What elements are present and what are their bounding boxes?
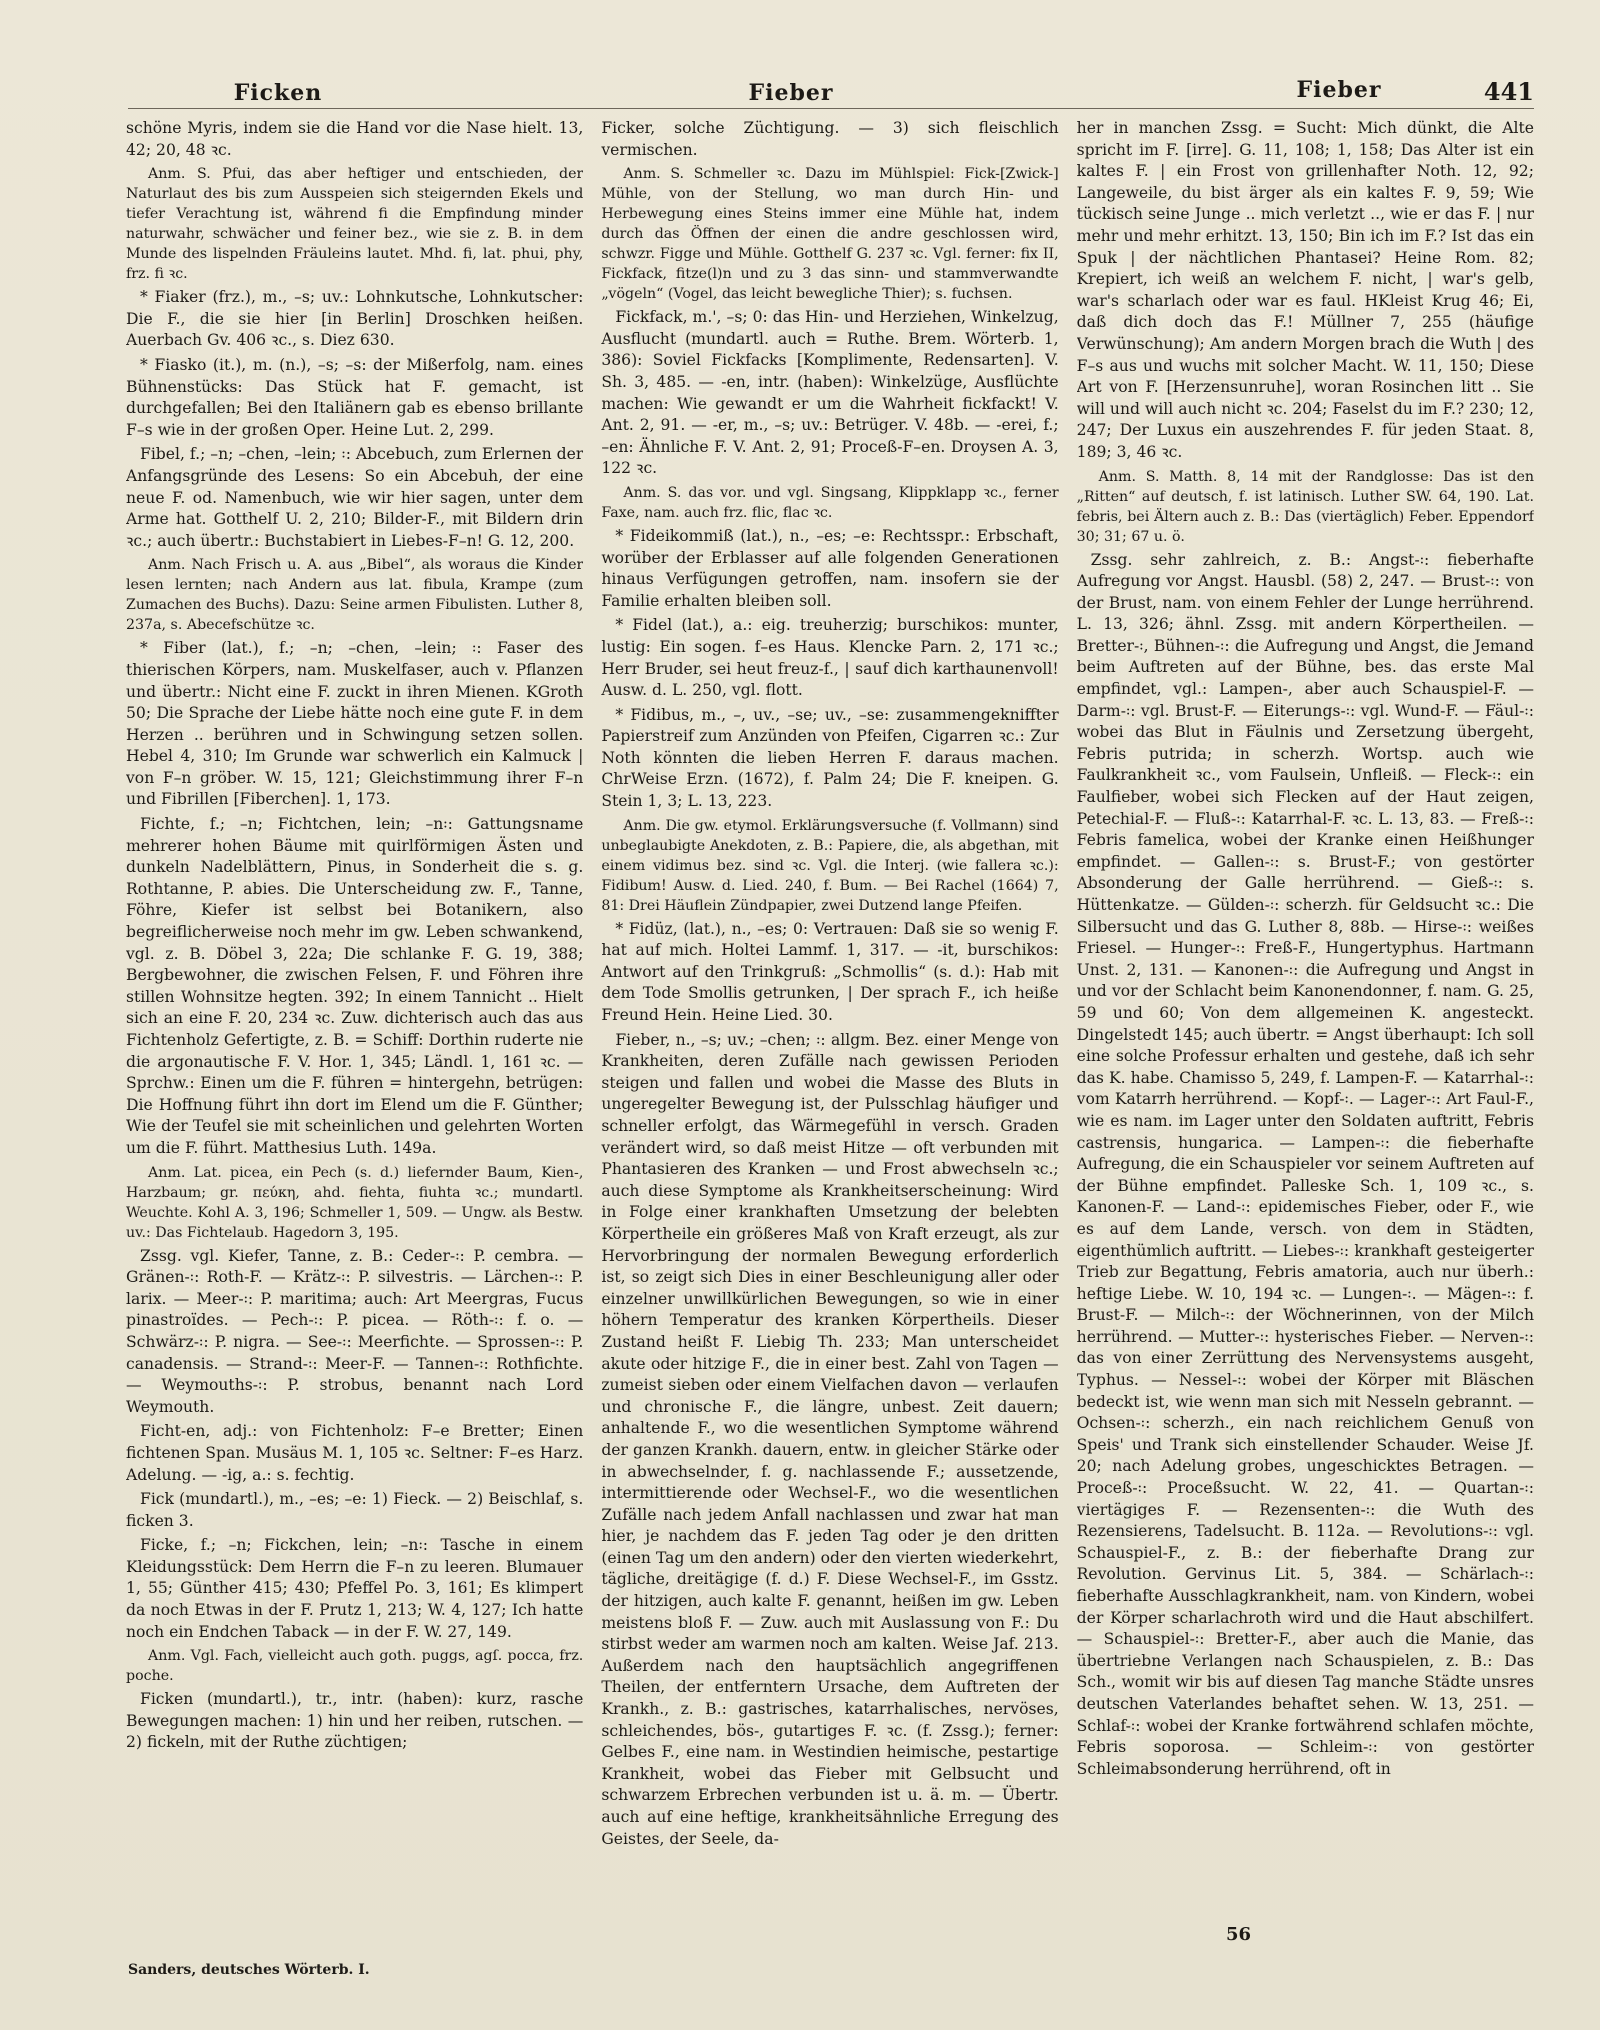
header-left-guideword: Ficken bbox=[233, 80, 323, 106]
dictionary-entry: Zssg. sehr zahlreich, z. B.: Angst-꞉: fieberhafte Aufregung vor Angst. Hausbl. (58) 2, 247. — Brust-꞉: von der Brust, nam. von einem Fehler der Lunge herrührend. L. 13, 326; ähnl. Zssg. mit andern Körpertheilen. — Bretter-꞉, Bühnen-꞉: die Aufregung und Angst, die Jemand beim Auftreten auf der Bühne, bes. das erste Mal empfindet, vgl.: Lampen-, aber auch Schauspiel-F. — Darm-꞉: vgl. Brust-F. — Eiterungs-꞉: vgl. Wund-F. — Fäul-꞉: wobei das Blut in Fäulnis und Zersetzung übergeht, Febris putrida; in scherzh. Wortsp. auch wie Faulkrankheit ꝛc., vom Faulsein, Unfleiß. — Fleck-꞉: ein Faulfieber, wobei sich Flecken auf der Haut zeigen, Petechial-F. — Fluß-꞉: Katarrhal-F. ꝛc. L. 13, 83. — Freß-꞉: Febris famelica, wobei der Kranke einen Heißhunger empfindet. — Gallen-꞉: s. Brust-F.; von gestörter Absonderung der Galle herrührend. — Gieß-꞉: s. Hüttenkatze. — Gülden-꞉: scherzh. für Geldsucht ꝛc.: Die Silbersucht und das G. Luther 8, 88b. — Hirse-꞉: weißes Friesel. — Hunger-꞉: Freß-F., Hungertyphus. Hartmann Unst. 2, 131. — Kanonen-꞉: die Aufregung und Angst in und vor der Schlacht beim Kanonendonner, f. nam. G. 25, 59 und 60; Von dem allgemeinen K. angesteckt. Dingelstedt 145; auch übertr. = Angst überhaupt: Ich soll eine solche Professur erhalten und gestehe, daß ich sehr das K. habe. Chamisso 5, 249, f. Lampen-F. — Katarrhal-꞉: vom Katarrh herrührend. — Kopf-꞉. — Lager-꞉: Art Faul-F., wie es nam. im Lager unter den Soldaten auftritt, Febris castrensis, hungarica. — Lampen-꞉: die fieberhafte Aufregung, die ein Schauspieler vor seinem Auftreten auf der Bühne empfindet. Palleske Sch. 1, 109 ꝛc., s. Kanonen-F. — Land-꞉: epidemisches Fieber, oder F., wie es auf dem Lande, versch. von dem in Städten, eigenthümlich auftritt. — Liebes-꞉: krankhaft gesteigerter Trieb zur Begattung, Febris amatoria, auch nur überh.: heftige Liebe. W. 10, 194 ꝛc. — Lungen-꞉. — Mägen-꞉: f. Brust-F. — Milch-꞉: der Wöchnerinnen, von der Milch herrührend. — Mutter-꞉: hysterisches Fieber. — Nerven-꞉: das von einer Zerrüttung des Nervensystems ausgeht, Typhus. — Nessel-꞉: wobei der Körper mit Bläschen bedeckt ist, wie wenn man sich mit Nesseln gebrannt. — Ochsen-꞉: scherzh., ein nach reichlichem Genuß von Speis' und Trank sich einstellender Schauder. Weise Jf. 20; nach Adelung grobes, ungeschicktes Betragen. — Proceß-꞉: Proceßsucht. W. 22, 41. — Quartan-꞉: viertägiges F. — Rezensenten-꞉: die Wuth des Rezensierens, Tadelsucht. B. 112a. — Revolutions-꞉: vgl. Schauspiel-F., z. B.: der fieberhafte Drang zur Revolution. Gervinus Lit. 5, 384. — Schärlach-꞉: fieberhafte Ausschlagkrankheit, nam. von Kindern, wobei der Körper scharlachroth wird und die Haut abschilfert. — Schauspiel-꞉: Bretter-F., aber auch die Manie, das übertriebne Verlangen nach Schauspielen, z. B.: Das Sch., womit wir bis auf diesen Tag manche Städte unsres deutschen Vaterlandes behaftet sehen. W. 13, 251. — Schlaf-꞉: wobei der Kranke fortwährend schlafen möchte, Febris soporosa. — Schleim-꞉: von gestörter Schleimabsonderung herrührend, oft in bbox=[1076, 550, 1534, 1778]
dictionary-entry: * Fidel (lat.), a.: eig. treuherzig; burschikos: munter, lustig: Ein sogen. f–es Haus. Klencke Parn. 2, 171 ꝛc.; Herr Bruder, sei heut freuz-f., | sauf dich karthaunenvoll! Ausw. d. L. 250, vgl. flott. bbox=[601, 616, 1059, 700]
annotation-paragraph: Anm. S. das vor. und vgl. Singsang, Klippklapp ꝛc., ferner Faxe, nam. auch frz. flic, flac ꝛc. bbox=[601, 484, 1059, 521]
dictionary-entry: Ficht-en, adj.: von Fichtenholz: F–e Bretter; Einen fichtenen Span. Musäus M. 1, 105 ꝛc. Seltner: F–es Harz. Adelung. — -ig, a.: s. fechtig. bbox=[126, 1422, 584, 1484]
annotation-paragraph: Anm. S. Pfui, das aber heftiger und entschieden, der Naturlaut des bis zum Ausspeien sich steigernden Ekels und tiefer Verachtung ist, während fi die Empfindung minder naturwahr, schwächer und feiner bez., wie sie z. B. in dem Munde des lispelnden Fräuleins lautet. Mhd. fi, lat. phui, phy, frz. fi ꝛc. bbox=[126, 166, 584, 283]
continued-paragraph: schöne Myris, indem sie die Hand vor die Nase hielt. 13, 42; 20, 48 ꝛc. bbox=[126, 119, 584, 159]
annotation-paragraph: Anm. Nach Frisch u. A. aus „Bibel“, als woraus die Kinder lesen lernten; nach Andern aus lat. fibula, Krampe (zum Zumachen des Buchs). Dazu: Seine armen Fibulisten. Luther 8, 237a, s. Abecefschütze ꝛc. bbox=[126, 557, 584, 634]
dictionary-entry: * Fidüz, (lat.), n., –es; 0: Vertrauen: Daß sie so wenig F. hat auf mich. Holtei Lammf. 1, 317. — -it, burschikos: Antwort auf den Trinkgruß: „Schmollis“ (s. d.): Hab mit dem Tode Smollis getrunken, | Der sprach F., ich heiße Freund Hein. Heine Lied. 30. bbox=[601, 919, 1059, 1025]
continued-paragraph: Ficker, solche Züchtigung. — 3) sich fleischlich vermischen. bbox=[601, 119, 1059, 159]
dictionary-entry: * Fiber (lat.), f.; –n; –chen, –lein; ꞉: Faser des thierischen Körpers, nam. Muskelfaser, auch v. Pflanzen und übertr.: Nicht eine F. zuckt in ihren Mienen. KGroth 50; Die Sprache der Liebe hätte noch eine gute F. in dem Herzen .. berühren und in Schwingung setzen sollen. Hebel 4, 310; Im Grunde war schwerlich ein Kalmuck | von F–n gröber. W. 15, 121; Gleichstimmung ihrer F–n und Fibrillen [Fiberchen]. 1, 173. bbox=[126, 639, 584, 809]
header-right-guideword: Fieber bbox=[1296, 77, 1382, 103]
running-header bbox=[128, 66, 1534, 106]
header-middle-guideword: Fieber bbox=[748, 80, 834, 106]
dictionary-entry: Fichte, f.; –n; Fichtchen, lein; –n꞉: Gattungsname mehrerer hohen Bäume mit quirlförmigen Ästen und dunkeln Nadelblättern, Pinus, in Sonderheit die s. g. Rothtanne, P. abies. Die Unterscheidung zw. F., Tanne, Föhre, Kiefer ist selbst bei Botanikern, also begreiflicherweise noch mehr im gw. Leben schwankend, vgl. z. B. Döbel 3, 22a; Die schlanke F. G. 19, 388; Bergbewohner, die zwischen Felsen, F. und Föhren ihre stillen Wohnsitze hegten. 392; In einem Tannicht .. Hielt sich an eine F. 20, 234 ꝛc. Zuw. dichterisch auch das aus Fichtenholz Gefertigte, z. B. = Schiff: Dorthin ruderte nie die argonautische F. V. Hor. 1, 345; Ländl. 1, 161 ꝛc. — Sprchw.: Einen um die F. führen = hintergehn, betrügen: Die Hoffnung führt ihn dort im Elend um die F. Günther; Wie der Teufel sie mit scheinlichen und gelehrten Worten um die F. führt. Matthesius Luth. 149a. bbox=[126, 815, 584, 1157]
dictionary-entry: Ficken (mundartl.), tr., intr. (haben): kurz, rasche Bewegungen machen: 1) hin und her reiben, rutschen. — 2) fickeln, mit der Ruthe züchtigen; bbox=[126, 1690, 584, 1752]
continued-paragraph: her in manchen Zssg. = Sucht: Mich dünkt, die Alte spricht im F. [irre]. G. 11, 108; 1, 158; Das Alter ist ein kaltes F. | ein Frost von grillenhafter Noth. 12, 92; Langeweile, du bist ärger als ein kaltes F. 9, 59; Wie tückisch seine Junge .. mich verletzt .., wie er das F. | nur mehr und mehr erhitzt. 13, 150; Bin ich im F.? Ist das ein Spuk | der nächtlichen Phantasei? Heine Rom. 82; Krepiert, ich weiß an welchem F. nicht, | war's gelb, war's scharlach oder war es faul. HKleist Krug 46; Ei, daß dich doch das F.! Müllner 7, 255 (häufige Verwünschung); Am andern Morgen brach die Wuth | des F–s aus und wuchs mit solcher Macht. W. 11, 150; Diese Art von F. [Herzensunruhe], woran Rosinchen litt .. Sie will und will auch nicht ꝛc. 204; Faselst du im F.? 230; 12, 247; Der Luxus ein auszehrendes F. für jeden Staat. 8, 189; 3, 46 ꝛc. bbox=[1076, 119, 1534, 461]
column-middle bbox=[601, 118, 1058, 1934]
dictionary-entry: Fick (mundartl.), m., –es; –e: 1) Fieck. — 2) Beischlaf, s. ficken 3. bbox=[126, 1490, 584, 1530]
dictionary-entry: Ficke, f.; –n; Fickchen, lein; –n꞉: Tasche in einem Kleidungsstück: Dem Herrn die F–n zu leeren. Blumauer 1, 55; Günther 415; 430; Pfeffel Po. 3, 161; Es klimpert da noch Etwas in der F. Prutz 1, 213; W. 4, 127; Ich hatte noch ein Endchen Taback — in der F. W. 27, 149. bbox=[126, 1536, 584, 1641]
dictionary-entry: * Fideikommiß (lat.), n., –es; –e: Rechtsspr.: Erbschaft, worüber der Erblasser auf alle folgenden Generationen hinaus Verfügungen getroffen, nam. insofern sie der Familie erhalten bleiben soll. bbox=[601, 526, 1059, 610]
dictionary-entry: Fickfack, m.', –s; 0: das Hin- und Herziehen, Winkelzug, Ausflucht (mundartl. auch = Ruthe. Brem. Wörterb. 1, 386): Soviel Fickfacks [Komplimente, Redensarten]. V. Sh. 3, 485. — -en, intr. (haben): Winkelzüge, Ausflüchte machen: Wie gewandt er um die Wahrheit fickfackt! V. Ant. 2, 91. — -er, m., –s; uv.: Betrüger. V. 48b. — -erei, f.; –en: Ähnliche F. V. Ant. 2, 91; Proceß-F–en. Droysen A. 3, 122 ꝛc. bbox=[601, 308, 1059, 478]
dictionary-entry: Fibel, f.; –n; –chen, –lein; ꞉: Abcebuch, zum Erlernen der Anfangsgründe des Lesens: So ein Abcebuh, der eine neue F. od. Namenbuch, wie wir hier sagen, unter dem Arme hat. Gotthelf U. 2, 210; Bilder-F., mit Bildern drin ꝛc.; auch übertr.: Buchstabiert in Liebes-F–n! G. 12, 200. bbox=[126, 445, 584, 550]
header-right-group bbox=[1154, 77, 1534, 106]
printer-signature: Sanders, deutsches Wörterb. I. bbox=[128, 1962, 370, 1978]
annotation-paragraph: Anm. S. Schmeller ꝛc. Dazu im Mühlspiel: Fick-[Zwick-] Mühle, von der Stellung, wo man durch Hin- und Herbewegung eines Steins immer eine Mühle hat, indem durch das Öffnen der einen die andre geschlossen wird, schwzr. Figge und Mühle. Gotthelf G. 237 ꝛc. Vgl. ferner: fix II, Fickfack, fitze(l)n und zu 3 das sinn- und stammverwandte „vögeln“ (Vogel, das leicht bewegliche Thier); s. fuchsen. bbox=[601, 166, 1059, 303]
dictionary-entry: Fieber, n., –s; uv.; –chen; ꞉: allgm. Bez. einer Menge von Krankheiten, deren Zufälle nach gewissen Perioden steigen und fallen und wobei die Masse des Bluts in ungeregelter Bewegung ist, der Pulsschlag häufiger und schneller erfolgt, das Wärmegefühl in versch. Graden verändert wird, so daß meist Hitze — oft verbunden mit Phantasieren des Kranken — und Frost abwechseln ꝛc.; auch diese Symptome als Krankheitserscheinung: Wird in Folge einer krankhaften Umsetzung der belebten Körpertheile ein größeres Maß von Kraft erzeugt, als zur Hervorbringung der normalen Bewegung erforderlich ist, so zeigt sich Dies in einer Beschleunigung aller oder einzelner unwillkürlichen Bewegungen, so wie in einer höhern Temperatur des kranken Körpertheils. Dieser Zustand heißt F. Liebig Th. 233; Man unterscheidet akute oder hitzige F., die in einer best. Zahl von Tagen — zumeist sieben oder einem Vielfachen davon — verlaufen und chronische F., die längre, unbest. Zeit dauern; anhaltende F., wo die wesentlichen Symptome während der ganzen Krankh. dauern, entw. in gleicher Stärke oder in abwechselnder, f. g. nachlassende F.; aussetzende, intermittierende oder Wechsel-F., wo die wesentlichen Zufälle nach jedem Anfall nachlassen und zwar hat man hier, je nachdem das F. jeden Tag oder je den dritten (einen Tag um den andern) oder den vierten wiederkehrt, tägliche, dreitägige (f. d.) F. Diese Wechsel-F., im Gsstz. der hitzigen, auch kalte F. genannt, heißen im gw. Leben meistens bloß F. — Zuw. auch mit Auslassung von F.: Du stirbst weder am warmen noch am kalten. Weise Jaf. 213. Außerdem nach den hauptsächlich angegriffenen Theilen, der entferntern Ursache, dem Auftreten der Krankh., z. B.: gastrisches, katarrhalisches, nervöses, schleichendes, bös-, gutartiges F. ꝛc. (f. Zssg.); ferner: Gelbes F., eine nam. in Westindien heimische, pestartige Krankheit, wobei das Fieber mit Gelbsucht und schwarzem Erbrechen verbunden ist u. ä. m. — Übertr. auch auf eine heftige, krankheitsähnliche Erregung des Geistes, der Seele, da- bbox=[601, 1030, 1059, 1848]
dictionary-entry: * Fiaker (frz.), m., –s; uv.: Lohnkutsche, Lohnkutscher: Die F., die sie hier [in Berlin] Droschken heißen. Auerbach Gv. 406 ꝛc., s. Diez 630. bbox=[126, 288, 584, 350]
header-rule bbox=[128, 108, 1534, 109]
dictionary-entry: * Fidibus, m., –, uv., –se; uv., –se: zusammengekniffter Papierstreif zum Anzünden von Pfeifen, Cigarren ꝛc.: Zur Noth könnten die lieben Herren F. daraus machen. ChrWeise Erzn. (1672), f. Palm 24; Die F. kneipen. G. Stein 1, 3; L. 13, 223. bbox=[601, 705, 1059, 811]
column-left bbox=[126, 118, 583, 1934]
sheet-number: 56 bbox=[1226, 1924, 1252, 1945]
annotation-paragraph: Anm. S. Matth. 8, 14 mit der Randglosse: Das ist den „Ritten“ auf deutsch, f. ist latinisch. Luther SW. 64, 190. Lat. febris, bei Ältern auch z. B.: Das (viertäglich) Feber. Eppendorf 30; 31; 67 u. ö. bbox=[1076, 468, 1534, 545]
page-footer bbox=[128, 1924, 1534, 1986]
annotation-paragraph: Anm. Vgl. Fach, vielleicht auch goth. puggs, agſ. pocca, frz. poche. bbox=[126, 1648, 584, 1685]
dictionary-entry: Zssg. vgl. Kiefer, Tanne, z. B.: Ceder-꞉: P. cembra. — Gränen-꞉: Roth-F. — Krätz-꞉: P. silvestris. — Lärchen-꞉: P. larix. — Meer-꞉: P. maritima; auch: Art Meergras, Fucus pinastroïdes. — Pech-꞉: P. picea. — Röth-꞉: f. o. — Schwärz-꞉: P. nigra. — See-꞉: Meerfichte. — Sprossen-꞉: P. canadensis. — Strand-꞉: Meer-F. — Tannen-꞉: Rothfichte. — Weymouths-꞉: P. strobus, benannt nach Lord Weymouth. bbox=[126, 1246, 584, 1416]
dictionary-entry: * Fiasko (it.), m. (n.), –s; –s: der Mißerfolg, nam. eines Bühnenstücks: Das Stück hat F. gemacht, ist durchgefallen; Bei den Italiänern gab es ebenso brillante F–s wie in der großen Oper. Heine Lut. 2, 299. bbox=[126, 355, 584, 439]
annotation-paragraph: Anm. Die gw. etymol. Erklärungsversuche (f. Vollmann) sind unbeglaubigte Anekdoten, z. B.: Papiere, die, als abgethan, mit einem vidimus bez. sind ꝛc. Vgl. die Interj. (wie fallera ꝛc.): Fidibum! Ausw. d. Lied. 240, f. Bum. — Bei Rachel (1664) 7, 81: Drei Häuflein Zündpapier, zwei Dutzend lange Pfeifen. bbox=[601, 817, 1059, 914]
annotation-paragraph: Anm. Lat. picea, ein Pech (s. d.) liefernder Baum, Kien-, Harzbaum; gr. πεύκη, ahd. fiehta, fiuhta ꝛc.; mundartl. Weuchte. Kohl A. 3, 196; Schmeller 1, 509. — Ungw. als Bestw. uv.: Das Fichtelaub. Hagedorn 3, 195. bbox=[126, 1164, 584, 1241]
text-columns bbox=[126, 118, 1534, 1934]
page-number: 441 bbox=[1483, 77, 1534, 106]
column-right bbox=[1077, 118, 1534, 1934]
